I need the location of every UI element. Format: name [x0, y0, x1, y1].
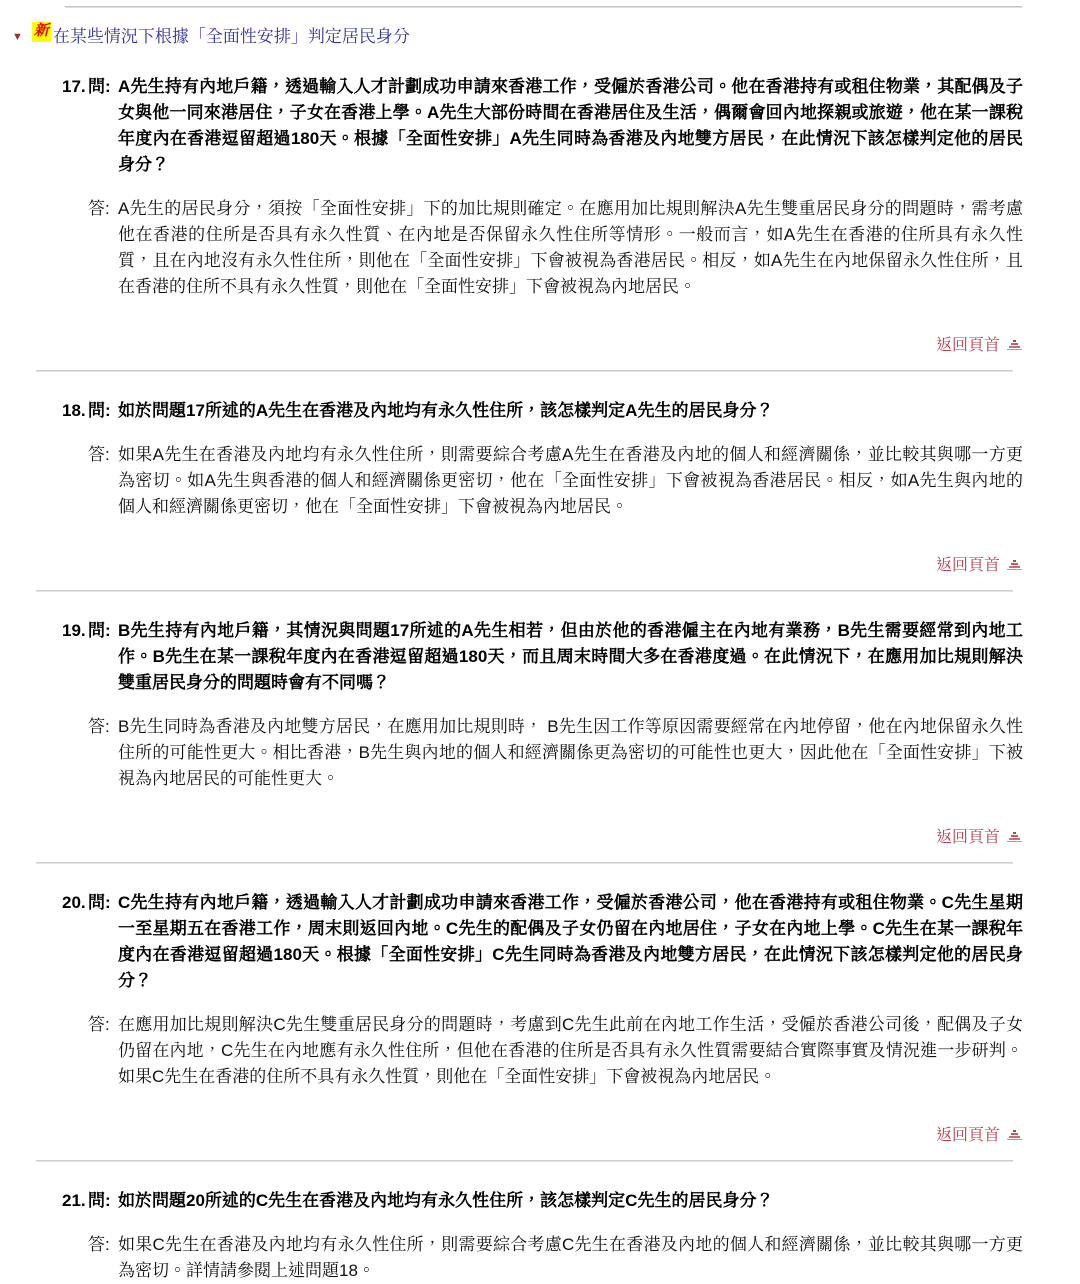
question-number: 19. — [62, 621, 86, 640]
new-badge: 新 — [32, 22, 51, 42]
answer-row — [62, 1232, 1023, 1284]
back-to-top-pyramid-icon — [1007, 556, 1022, 576]
back-to-top-row — [0, 556, 1022, 576]
answer-text: 如果C先生在香港及內地均有永久性住所，則需要綜合考慮C先生在香港及內地的個人和經濟關係，並比較其與哪一方更為密切。詳情請參閱上述問題18。 — [118, 1235, 1023, 1280]
back-to-top-label: 返回頁首 — [935, 829, 1000, 846]
back-to-top-pyramid-icon — [1007, 1126, 1022, 1146]
section-divider — [36, 590, 1013, 592]
answer-label: 答: — [88, 1015, 110, 1034]
back-to-top-row — [0, 336, 1022, 356]
question-label: 問: — [88, 1191, 111, 1210]
answer-label: 答: — [88, 717, 110, 736]
question-text: B先生持有內地戶籍，其情況與問題17所述的A先生相若，但由於他的香港僱主在內地有業務，B先生需要經常到內地工作。B先生在某一課稅年度內在香港逗留超過180天，而且周末時間大多在香港度過。在此情況下，在應用加比規則解決雙重居民身分的問題時會有不同嗎？ — [118, 621, 1023, 692]
section-divider — [36, 370, 1013, 372]
back-to-top-row — [0, 828, 1022, 848]
answer-row — [62, 1012, 1023, 1090]
question-row — [62, 618, 1023, 696]
answer-text: A先生的居民身分，須按「全面性安排」下的加比規則確定。在應用加比規則解決A先生雙重居民身分的問題時，需考慮他在香港的住所是否具有永久性質、在內地是否保留永久性住所等情形。一般而言，如A先生在香港的住所具有永久性質，且在內地沒有永久性住所，則他在「全面性安排」下會被視為香港居民。相反，如A先生在內地保留永久性住所，且在香港的住所不具有永久性質，則他在「全面性安排」下會被視為內地居民。 — [118, 199, 1023, 296]
answer-text: 如果A先生在香港及內地均有永久性住所，則需要綜合考慮A先生在香港及內地的個人和經濟關係，並比較其與哪一方更為密切。如A先生與香港的個人和經濟關係更密切，他在「全面性安排」下會被視為香港居民。相反，如A先生與內地的個人和經濟關係更密切，他在「全面性安排」下會被視為內地居民。 — [118, 445, 1023, 516]
top-divider — [65, 6, 1022, 8]
question-text: C先生持有內地戶籍，透過輸入人才計劃成功申請來香港工作，受僱於香港公司，他在香港持有或租住物業。C先生星期一至星期五在香港工作，周末則返回內地。C先生的配偶及子女仍留在內地居住，子女在內地上學。C先生在某一課稅年度內在香港逗留超過180天。根據「全面性安排」C先生同時為香港及內地雙方居民，在此情況下該怎樣判定他的居民身分？ — [118, 893, 1023, 990]
faq-item-17 — [0, 74, 1080, 372]
answer-label: 答: — [88, 445, 110, 464]
question-label: 問: — [88, 621, 111, 640]
question-text: A先生持有內地戶籍，透過輸入人才計劃成功申請來香港工作，受僱於香港公司。他在香港持有或租住物業，其配偶及子女與他一同來港居住，子女在香港上學。A先生大部份時間在香港居住及生活，偶爾會回內地探親或旅遊，他在某一課稅年度內在香港逗留超過180天。根據「全面性安排」A先生同時為香港及內地雙方居民，在此情況下該怎樣判定他的居民身分？ — [118, 77, 1023, 174]
question-row — [62, 398, 1023, 424]
section-divider — [36, 1160, 1013, 1162]
answer-text: B先生同時為香港及內地雙方居民，在應用加比規則時， B先生因工作等原因需要經常在內地停留，他在內地保留永久性住所的可能性更大。相比香港，B先生與內地的個人和經濟關係更為密切的可能性也更大，因此他在「全面性安排」下被視為內地居民的可能性更大。 — [118, 717, 1023, 788]
section-divider — [36, 862, 1013, 864]
section-title: 在某些情況下根據「全面性安排」判定居民身分 — [52, 27, 410, 46]
back-to-top-pyramid-icon — [1007, 336, 1022, 356]
back-to-top-label: 返回頁首 — [935, 557, 1000, 574]
faq-item-19 — [0, 618, 1080, 864]
back-to-top-label: 返回頁首 — [935, 337, 1000, 354]
faq-item-21 — [0, 1188, 1080, 1284]
question-text: 如於問題20所述的C先生在香港及內地均有永久性住所，該怎樣判定C先生的居民身分？ — [118, 1191, 774, 1210]
answer-label: 答: — [88, 199, 110, 218]
back-to-top-pyramid-icon — [1007, 828, 1022, 848]
question-text: 如於問題17所述的A先生在香港及內地均有永久性住所，該怎樣判定A先生的居民身分？ — [118, 401, 774, 420]
faq-item-20 — [0, 890, 1080, 1162]
question-row — [62, 74, 1023, 178]
answer-row — [62, 442, 1023, 520]
question-label: 問: — [88, 401, 111, 420]
back-to-top-link[interactable] — [936, 557, 1022, 574]
question-number: 17. — [62, 77, 86, 96]
back-to-top-link[interactable] — [936, 829, 1022, 846]
back-to-top-link[interactable] — [936, 337, 1022, 354]
question-label: 問: — [88, 893, 111, 912]
back-to-top-link[interactable] — [936, 1127, 1022, 1144]
question-number: 18. — [62, 401, 86, 420]
back-to-top-row — [0, 1126, 1022, 1146]
answer-row — [62, 196, 1023, 300]
answer-text: 在應用加比規則解決C先生雙重居民身分的問題時，考慮到C先生此前在內地工作生活，受僱於香港公司後，配偶及子女仍留在內地，C先生在內地應有永久性住所，但他在香港的住所是否具有永久性質需要結合實際事實及情況進一步研判。如果C先生在香港的住所不具有永久性質，則他在「全面性安排」下會被視為內地居民。 — [118, 1015, 1023, 1086]
question-row — [62, 890, 1023, 994]
section-header — [12, 22, 1023, 48]
collapse-triangle-icon[interactable]: ▼ — [12, 31, 23, 43]
answer-label: 答: — [88, 1235, 110, 1254]
faq-item-18 — [0, 398, 1080, 592]
question-number: 21. — [62, 1191, 86, 1210]
question-row — [62, 1188, 1023, 1214]
question-label: 問: — [88, 77, 111, 96]
back-to-top-label: 返回頁首 — [935, 1127, 1000, 1144]
question-number: 20. — [62, 893, 86, 912]
answer-row — [62, 714, 1023, 792]
